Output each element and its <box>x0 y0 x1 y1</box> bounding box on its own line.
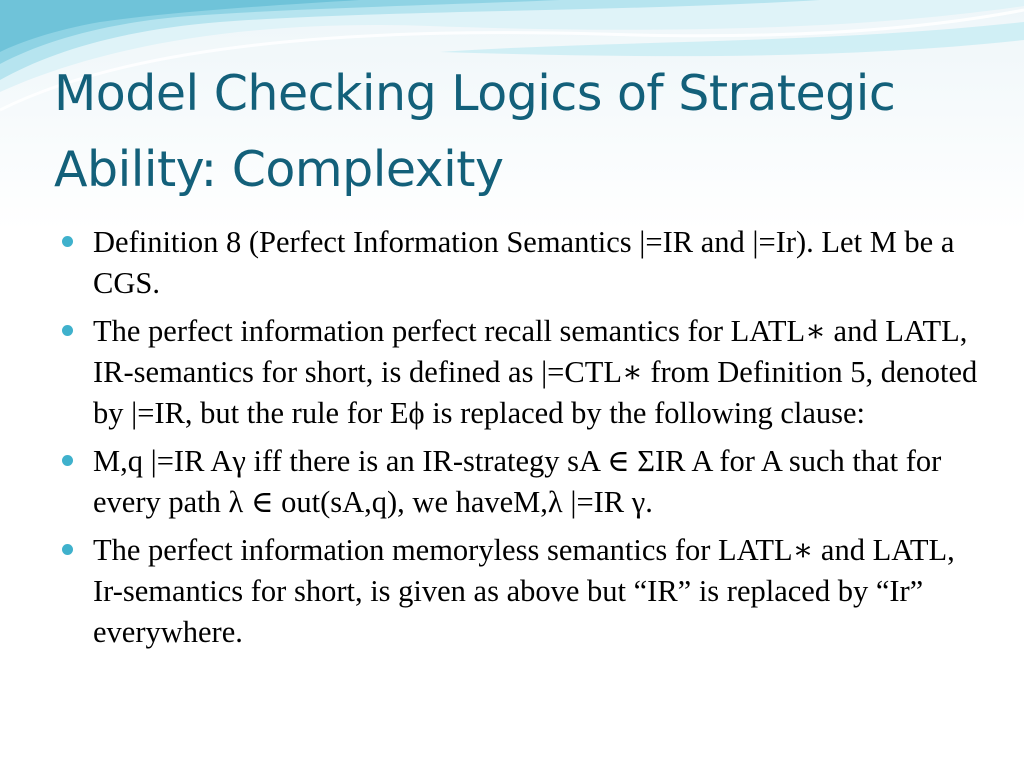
bullet-item <box>62 530 982 653</box>
bullet-text: M,q |=IR Aγ iff there is an IR-strategy sA ∈ ΣIR A for A such that for every path λ ∈ out(sA,q), we haveM,λ |=IR γ. <box>93 444 942 519</box>
bullet-text: The perfect information memoryless semantics for LATL∗ and LATL, Ir-semantics for short, is given as above but “IR” is replaced by “Ir” everywhere. <box>93 533 955 649</box>
bullet-dot-icon <box>62 455 73 466</box>
bullet-dot-icon <box>62 236 73 247</box>
bullet-list <box>62 222 982 660</box>
bullet-item <box>62 441 982 523</box>
bullet-text: Definition 8 (Perfect Information Semantics |=IR and |=Ir). Let M be a CGS. <box>93 225 955 300</box>
bullet-item <box>62 222 982 304</box>
bullet-dot-icon <box>62 544 73 555</box>
slide-title: Model Checking Logics of Strategic Ability: Complexity <box>54 65 896 198</box>
bullet-dot-icon <box>62 325 73 336</box>
bullet-text: The perfect information perfect recall semantics for LATL∗ and LATL, IR-semantics for short, is defined as |=CTL∗ from Definition 5, denoted by |=IR, but the rule for Eϕ is replaced by the following clause: <box>93 314 978 430</box>
bullet-item <box>62 311 982 434</box>
